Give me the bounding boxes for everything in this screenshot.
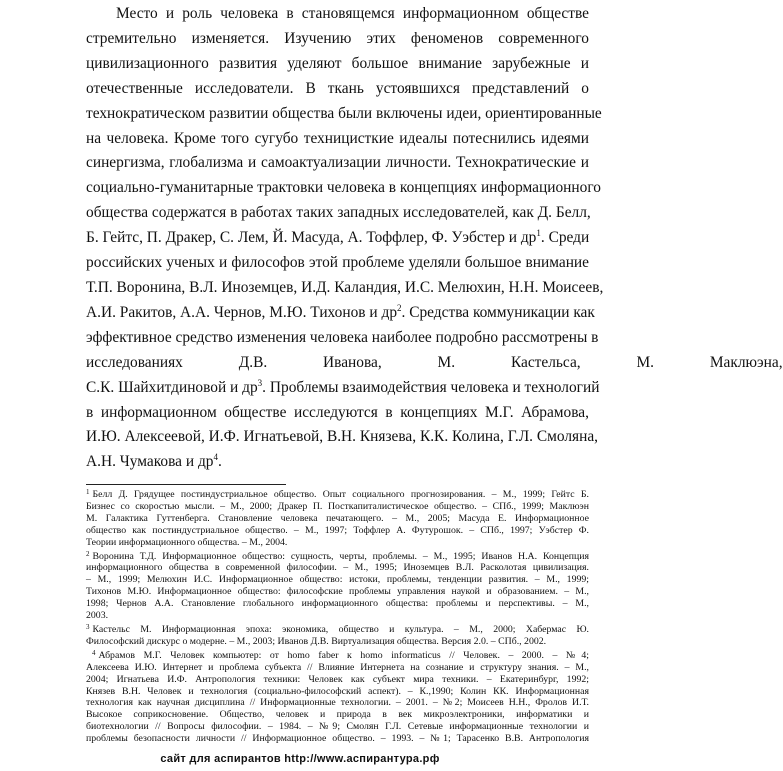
text-line: исследованиях Д.В. Иванова, М. Кастельса, М. Маклюэна, [86, 353, 783, 371]
footnote-text: Абрамов М.Г. Человек компьютер: от homo faber к homo informaticus // Человек. – 2000. – №4; [98, 649, 589, 661]
text-line: Б. Гейтс, П. Дракер, С. Лем, Й. Масуда, А. Тоффлер, Ф. Уэбстер и $др^1$. Среди [86, 228, 590, 247]
text-fragment: Средства коммуникации как [405, 303, 595, 321]
footnote-text: Белл Д. Грядущее постиндустриальное общество. Опыт социального прогнозирования. – М., 1999; Гейтс Б. [92, 489, 589, 500]
text-fragment: Проблемы взаимодействия человека и технологий [266, 378, 600, 396]
footnote-line: технология как научная дисциплина // Информационные технологии. – 2001. – №2; Моисеев Н.Н., Фролов И.Т. [86, 697, 589, 709]
text-line: отечественные исследователи. В ткань устоявшихся представлений о [86, 79, 589, 97]
footnote-text: Воронина Т.Д. Информационное общество: сущность, черты, проблемы. – М., 1995; Иванов Н.А. Концепция [92, 550, 589, 562]
footnote-line: биотехнологии // Вопросы философии. – 1984. – №9; Смолян Г.Л. Сетевые информационные технологии и [86, 721, 589, 733]
footnote-ref[interactable]: 2 [397, 302, 402, 313]
footnote-line: информационного общества в современной философии. – М., 1995; Иноземцев В.Л. Расколотая цивилизация. [86, 562, 589, 574]
text-line: Т.П. Воронина, В.Л. Иноземцев, И.Д. Каландия, И.С. Мелюхин, Н.Н. Моисеев, [86, 278, 604, 296]
footnote-line [86, 648, 589, 662]
footnote-line: общество как постиндустриальное общество. – М., 1997; Тоффлер А. Футурошок. – СПб., 1997; Уэбстер Ф. [86, 524, 589, 536]
footnote-line: Алексеева И.Ю. Интернет и проблема субъекта // Влияние Интернета на сознание и структуру знания. – М., [86, 661, 589, 673]
footnote-ref[interactable]: 3 [257, 377, 263, 388]
footnote-text: Кастельс М. Информационная эпоха: экономика, общество и культура. – М., 2000; Хабермас Ю. [92, 623, 589, 635]
footnote-number: 1 [86, 488, 90, 496]
footnote-ref[interactable]: 4 [213, 452, 218, 463]
text-fragment: . [217, 453, 222, 471]
footnotes [86, 487, 589, 745]
text-line [86, 450, 589, 475]
footnote-line: 2004; Игнатьева И.Ф. Антропология техники: Человек как субъект мира техники. – Екатеринбург, 1992; [86, 673, 589, 685]
text-line: эффективное средство изменения человека наиболее подробно рассмотрены в [86, 328, 599, 346]
footnote-ref[interactable]: 1 [536, 228, 541, 239]
footnote-line: Бизнес со скоростью мысли. – М., 2000; Дракер П. Посткапиталистическое общество. – СПб., 1999; Маклюэн [86, 500, 589, 512]
text-fragment: Б. Гейтс, П. Дракер, С. Лем, Й. Масуда, А. Тоффлер, Ф. Уэбстер и др [86, 229, 537, 247]
text-line: синергизма, глобализма и самоактуализации личности. Технократические и [86, 154, 589, 172]
footnote-number: 3 [86, 622, 90, 631]
text-line: на человека. Кроме того сугубо техницисткие идеалы потеснились идеями [86, 129, 589, 147]
footnote-line: Философский дискурс о модерне. – М., 2003; Иванов Д.В. Виртуализация общества. Версия 2.0. – СПб., 2002. [86, 635, 547, 647]
text-fragment: А.Н. Чумакова и др [86, 453, 214, 471]
text-line: общества содержатся в работах таких западных исследователей, как Д. Белл, [86, 204, 591, 222]
text-line: Место и роль человека в становящемся информационном обществе [116, 5, 589, 22]
footnote-line: Тихонов М.Ю. Информационное общество: философские проблемы управления наукой и образованием. – М., [86, 586, 589, 598]
text-fragment: С.К. Шайхитдиновой и др [86, 378, 258, 396]
footnote-line: – М., 1999; Мелюхин И.С. Информационное общество: истоки, проблемы, тенденции развития. – М., 1999; [86, 574, 589, 586]
footnote-line: Высокое соприкосновение. Общество, человек и природа в век микроэлектроники, информатики и [86, 709, 589, 721]
text-line: И.Ю. Алексеевой, И.Ф. Игнатьевой, В.Н. Князева, К.К. Колина, Г.Л. Смоляна, [86, 428, 599, 446]
text-line: А.И. Ракитов, А.А. Чернов, М.Ю. Тихонов и $др^2$. Средства коммуникации как [86, 302, 595, 321]
text-line: С.К. Шайхитдиновой и $др^3$. Проблемы взаимодействия человека и технологий [86, 377, 600, 396]
footnote-number: 2 [86, 549, 90, 558]
text-fragment: Среди [544, 229, 590, 247]
footnote-line: Теории информационного общества. – М., 2004. [86, 536, 288, 548]
footnote-line: проблемы безопасности личности // Информационное общество. – 1993. – №1; Тарасенко В.В. Антропология [86, 733, 589, 745]
footnote-line: 2003. [86, 610, 109, 622]
footnote-line [86, 487, 589, 501]
text-line: российских ученых и философов этой проблеме уделяли большое внимание [86, 254, 589, 272]
footnote-line: М. Галактика Гуттенберга. Становление человека печатающего. – М., 2005; Масуда Е. Информационное [86, 512, 589, 524]
footnote-line [86, 622, 589, 636]
footnote-line [86, 549, 589, 563]
text-line: цивилизационного развития уделяют большое внимание зарубежные и [86, 54, 589, 72]
main-text [86, 2, 783, 475]
site-watermark: сайт для аспирантов http://www.аспирантура.рф [160, 753, 440, 765]
footnote-line: Князев В.Н. Человек и технология (социально-философский аспект). – К.,1990; Колин КК. Информационная [86, 685, 589, 697]
text-line: в информационном обществе исследуются в концепциях М.Г. Абрамова, [86, 403, 589, 421]
text-line: технократическом развитии общества были включены идеи, ориентированные [86, 104, 602, 122]
text-line: социально-гуманитарные трактовки человека в концепциях информационного [86, 179, 601, 197]
text-line: стремительно изменяется. Изучению этих феноменов современного [86, 29, 589, 47]
footnote-number: 4 [92, 648, 96, 657]
footnote-separator [86, 484, 286, 485]
footnote-line: 1998; Чернов А.А. Становление глобального информационного общества: проблемы и перспективы. – М., [86, 598, 589, 610]
text-fragment: А.И. Ракитов, А.А. Чернов, М.Ю. Тихонов и др [86, 303, 398, 321]
